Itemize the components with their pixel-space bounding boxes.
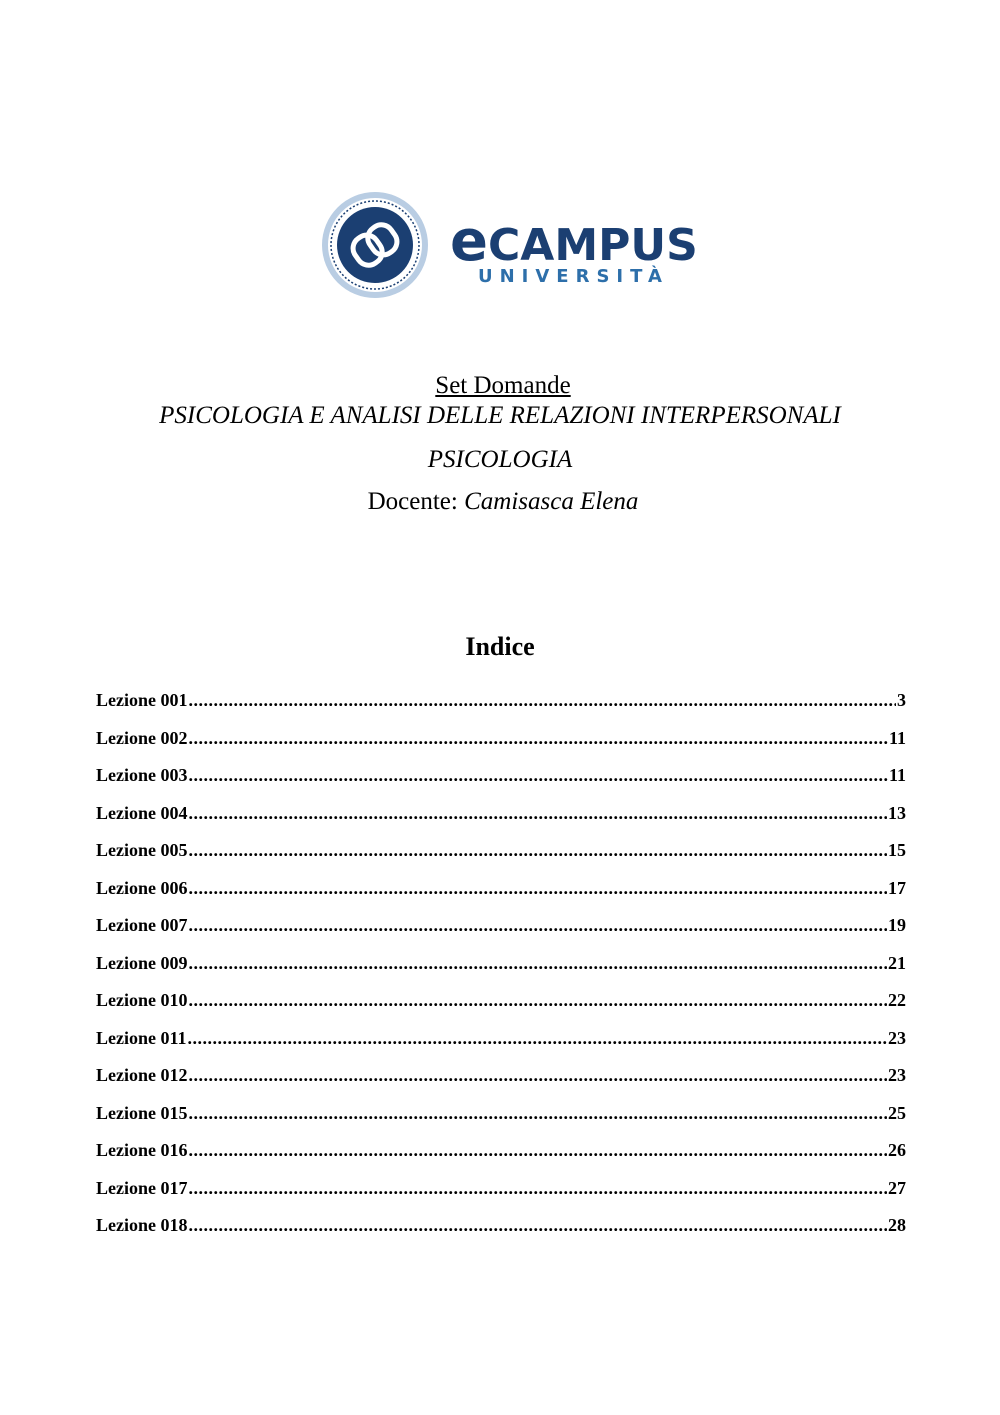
- toc-entry-label: Lezione 016: [96, 1140, 188, 1160]
- toc-dot-leader: [189, 840, 888, 861]
- toc-entry-page: 17: [888, 877, 906, 898]
- toc-entry-page: 11: [888, 765, 906, 785]
- toc-entry-label: Lezione 015: [96, 1102, 188, 1123]
- docente-label: Docente:: [367, 488, 458, 515]
- toc-entry[interactable]: [96, 690, 906, 728]
- toc-entry[interactable]: [96, 1215, 906, 1253]
- toc-entry[interactable]: [96, 840, 906, 878]
- toc-entry-page: 25: [888, 1102, 906, 1123]
- toc-entry-page: 3: [897, 690, 906, 710]
- toc-entry-label: Lezione 002: [96, 727, 188, 748]
- ecampus-seal-icon: [320, 190, 430, 300]
- toc-entry[interactable]: [96, 1140, 906, 1178]
- toc-entry-page: 21: [888, 952, 906, 973]
- toc-entry[interactable]: [96, 953, 906, 991]
- toc-entry[interactable]: [96, 728, 906, 766]
- docente-line: [6, 486, 1000, 518]
- toc-entry-page: 26: [888, 1140, 906, 1160]
- toc-entry-label: Lezione 012: [96, 1065, 188, 1085]
- toc-entry-page: 28: [888, 1215, 906, 1235]
- toc-entry[interactable]: [96, 1028, 906, 1066]
- toc-entry-label: Lezione 003: [96, 765, 188, 785]
- toc-dot-leader: [189, 953, 888, 974]
- toc-entry-label: Lezione 005: [96, 840, 188, 860]
- toc-dot-leader: [189, 728, 888, 749]
- toc-entry-label: Lezione 007: [96, 915, 188, 935]
- toc-dot-leader: [189, 1215, 888, 1236]
- toc-dot-leader: [189, 878, 888, 899]
- docente-name: Camisasca Elena: [464, 488, 639, 515]
- toc-dot-leader: [189, 1140, 888, 1161]
- toc-entry[interactable]: [96, 878, 906, 916]
- toc-entry-page: 22: [888, 990, 906, 1010]
- toc-entry-label: Lezione 009: [96, 952, 188, 973]
- toc-entry-label: Lezione 010: [96, 990, 188, 1010]
- toc-dot-leader: [189, 1065, 888, 1086]
- toc-entry[interactable]: [96, 1103, 906, 1141]
- toc-entry-page: 27: [888, 1177, 906, 1198]
- toc-entry-page: 19: [888, 915, 906, 935]
- toc-entry-label: Lezione 006: [96, 877, 188, 898]
- brand-subtitle: UNIVERSITÀ: [478, 266, 669, 287]
- toc-dot-leader: [189, 1103, 888, 1124]
- ecampus-logo: [320, 190, 700, 300]
- toc-entry[interactable]: [96, 1065, 906, 1103]
- faculty-name: PSICOLOGIA: [427, 446, 573, 473]
- toc-entry-page: 11: [888, 727, 906, 748]
- toc-dot-leader: [189, 915, 888, 936]
- brand-campus: CAMPUS: [487, 220, 698, 271]
- course-title: PSICOLOGIA E ANALISI DELLE RELAZIONI INTERPERSONALI: [159, 402, 841, 429]
- toc-dot-leader: [189, 990, 888, 1011]
- toc-entry[interactable]: [96, 803, 906, 841]
- toc-entry[interactable]: [96, 990, 906, 1028]
- toc-dot-leader: [189, 803, 888, 824]
- toc-entry-label: Lezione 018: [96, 1215, 188, 1235]
- toc-entry-label: Lezione 017: [96, 1177, 188, 1198]
- toc-entry-page: 23: [888, 1065, 906, 1085]
- toc-dot-leader: [189, 1178, 888, 1199]
- toc-entry-label: Lezione 001: [96, 690, 188, 710]
- toc-entry-label: Lezione 004: [96, 802, 188, 823]
- brand-name: [450, 209, 698, 274]
- toc-dot-leader: [189, 690, 897, 711]
- set-domande-label: Set Domande: [435, 372, 571, 399]
- toc-dot-leader: [189, 765, 888, 786]
- toc-entry-page: 13: [888, 802, 906, 823]
- toc-entry-page: 23: [888, 1027, 906, 1048]
- table-of-contents: [96, 690, 906, 1253]
- toc-entry[interactable]: [96, 1178, 906, 1216]
- toc-entry-label: Lezione 011: [96, 1027, 187, 1048]
- toc-entry-page: 15: [888, 840, 906, 860]
- title-block: [0, 370, 1000, 518]
- index-title: Indice: [465, 632, 535, 661]
- toc-entry[interactable]: [96, 915, 906, 953]
- toc-entry[interactable]: [96, 765, 906, 803]
- brand-e: e: [450, 209, 488, 274]
- toc-dot-leader: [188, 1028, 888, 1049]
